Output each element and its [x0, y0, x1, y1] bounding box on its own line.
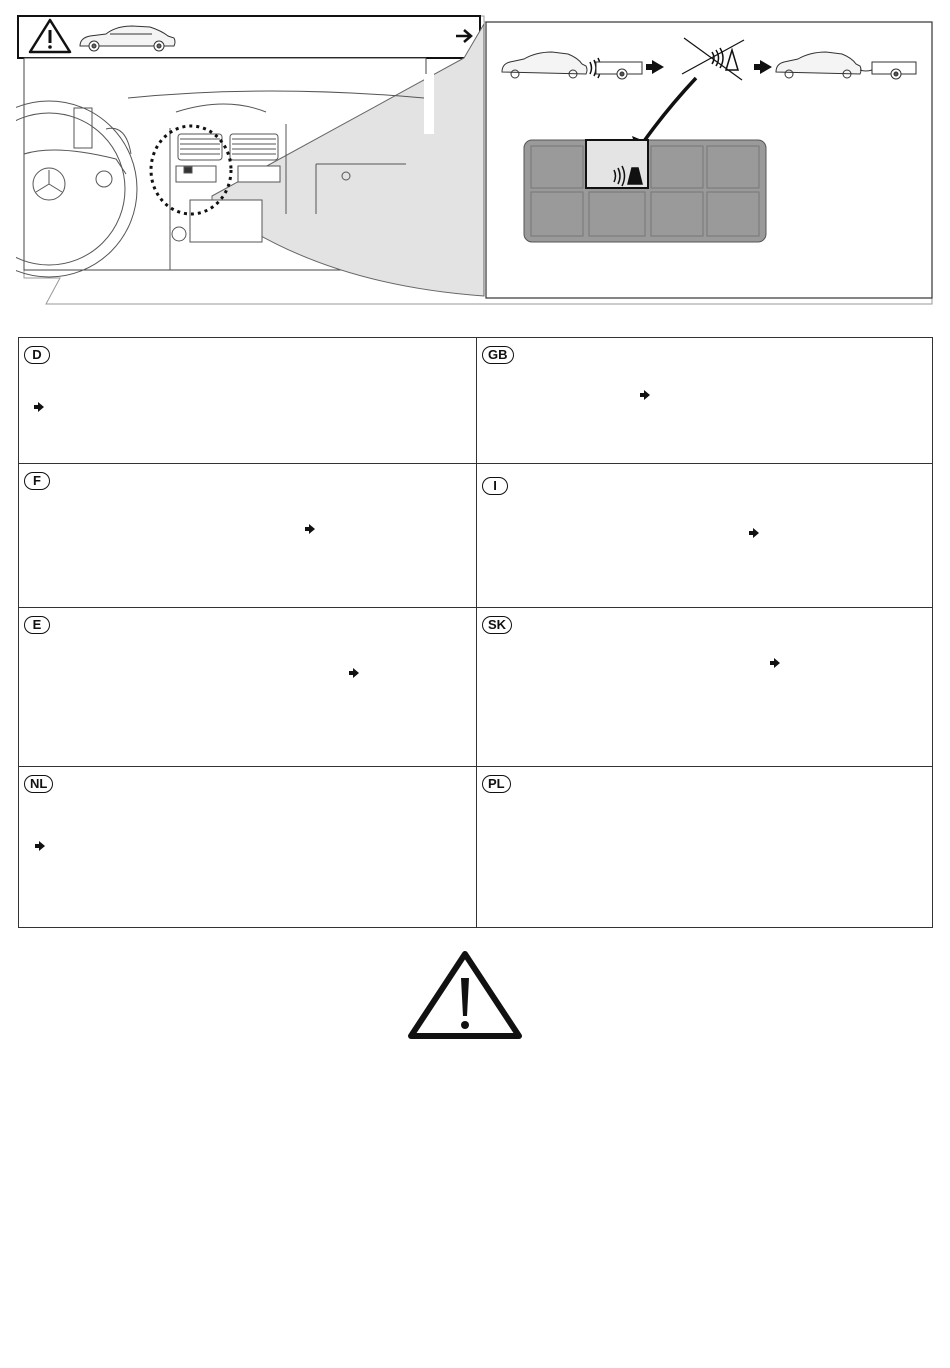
language-badge: E — [24, 616, 50, 634]
lang-cell-gb — [477, 338, 932, 464]
arrow-right-icon — [349, 668, 359, 678]
language-badge: GB — [482, 346, 514, 364]
language-badge: PL — [482, 775, 511, 793]
language-grid — [18, 337, 933, 928]
language-badge: SK — [482, 616, 512, 634]
arrow-right-icon — [35, 841, 45, 851]
bottom-warning-icon — [405, 948, 525, 1043]
language-badge: I — [482, 477, 508, 495]
dashboard-illustration — [16, 14, 934, 306]
arrow-right-icon — [305, 524, 315, 534]
language-badge: D — [24, 346, 50, 364]
arrow-right-icon — [749, 528, 759, 538]
arrow-right-icon — [640, 390, 650, 400]
lang-cell-sk — [477, 608, 932, 767]
lang-cell-pl — [477, 767, 932, 927]
lang-cell-nl — [19, 767, 477, 927]
top-illustration — [16, 14, 934, 306]
lang-cell-d — [19, 338, 477, 464]
arrow-right-icon — [34, 402, 44, 412]
button-panel — [524, 140, 766, 242]
language-badge: NL — [24, 775, 53, 793]
language-badge: F — [24, 472, 50, 490]
lang-cell-i — [477, 464, 932, 608]
lang-cell-f — [19, 464, 477, 608]
lang-cell-e — [19, 608, 477, 767]
arrow-right-icon — [770, 658, 780, 668]
